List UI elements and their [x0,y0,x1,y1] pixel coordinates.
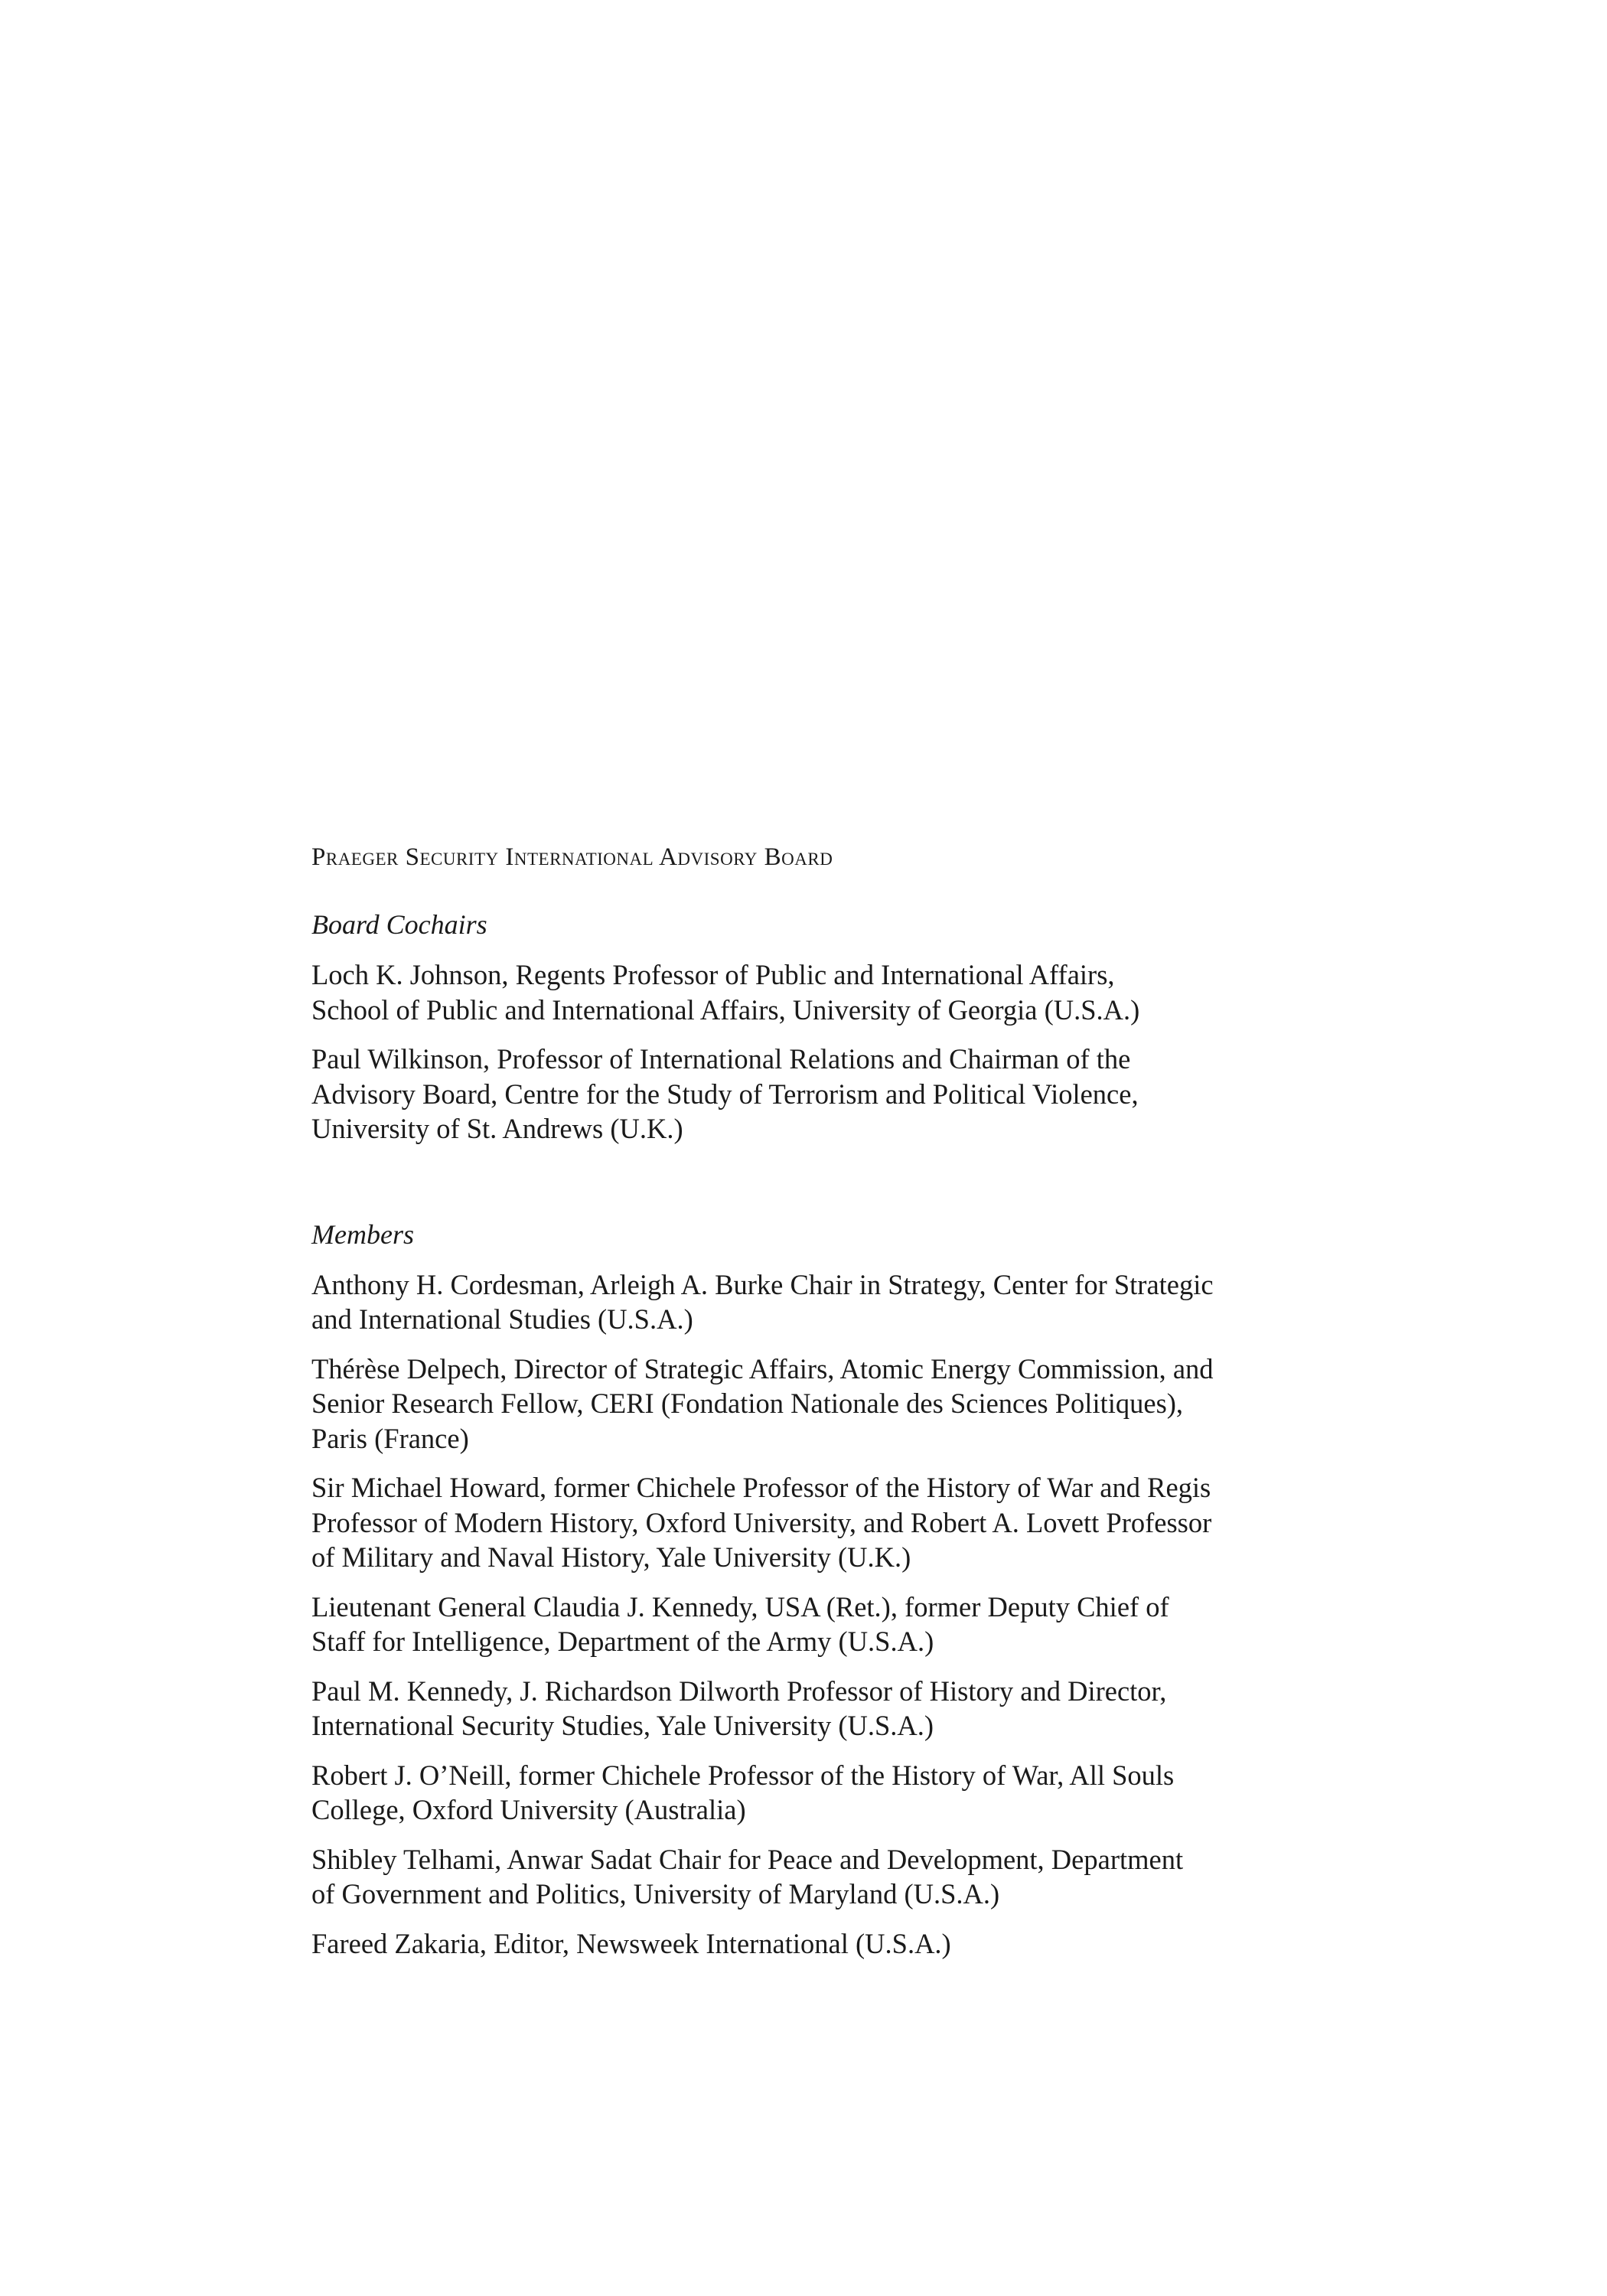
entry-line: of Military and Naval History, Yale University (U.K.) [311,1541,911,1573]
entry-line: and International Studies (U.S.A.) [311,1303,693,1335]
entry-line: Anthony H. Cordesman, Arleigh A. Burke Chair in Strategy, Center for Strategic [311,1268,1214,1300]
member-entry [311,1674,1329,1743]
entry-line: Advisory Board, Centre for the Study of Terrorism and Political Violence, [311,1078,1139,1110]
entry-line: of Government and Politics, University of Maryland (U.S.A.) [311,1878,1000,1910]
entry-line: Sir Michael Howard, former Chichele Professor of the History of War and Regis [311,1472,1211,1503]
member-entry [311,1842,1329,1912]
cochair-entry [311,957,1329,1027]
member-entry [311,1758,1329,1828]
member-entry [311,1267,1329,1337]
members-list [311,1267,1329,1962]
entry-line: Loch K. Johnson, Regents Professor of Public and International Affairs, [311,959,1115,990]
entry-line: Paris (France) [311,1422,469,1454]
cochairs-list [311,957,1329,1146]
entry-line: Robert J. O’Neill, former Chichele Professor of the History of War, All Souls [311,1759,1175,1791]
board-title: Praeger Security International Advisory Board [311,843,833,871]
member-entry [311,1352,1329,1456]
cochair-entry [311,1042,1329,1146]
entry-line: Thérèse Delpech, Director of Strategic Affairs, Atomic Energy Commission, and [311,1352,1214,1384]
entry-line: Shibley Telhami, Anwar Sadat Chair for Peace and Development, Department [311,1843,1184,1875]
entry-line: School of Public and International Affairs, University of Georgia (U.S.A.) [311,993,1140,1026]
advisory-board-section [311,840,1329,1961]
member-entry [311,1590,1329,1659]
member-entry [311,1470,1329,1575]
entry-line: College, Oxford University (Australia) [311,1794,746,1825]
entry-line: Fareed Zakaria, Editor, Newsweek International (U.S.A.) [311,1927,951,1959]
entry-line: Paul Wilkinson, Professor of International Relations and Chairman of the [311,1043,1131,1075]
entry-line: Paul M. Kennedy, J. Richardson Dilworth Professor of History and Director, [311,1675,1167,1707]
member-entry [311,1926,1329,1962]
entry-line: Professor of Modern History, Oxford University, and Robert A. Lovett Professor [311,1506,1212,1538]
entry-line: Staff for Intelligence, Department of the Army (U.S.A.) [311,1626,934,1657]
members-heading: Members [311,1218,414,1250]
entry-line: University of St. Andrews (U.K.) [311,1113,683,1144]
entry-line: International Security Studies, Yale University (U.S.A.) [311,1710,934,1741]
entry-line: Lieutenant General Claudia J. Kennedy, USA (Ret.), former Deputy Chief of [311,1590,1169,1623]
entry-line: Senior Research Fellow, CERI (Fondation Nationale des Sciences Politiques), [311,1388,1184,1419]
cochairs-heading: Board Cochairs [311,909,487,940]
